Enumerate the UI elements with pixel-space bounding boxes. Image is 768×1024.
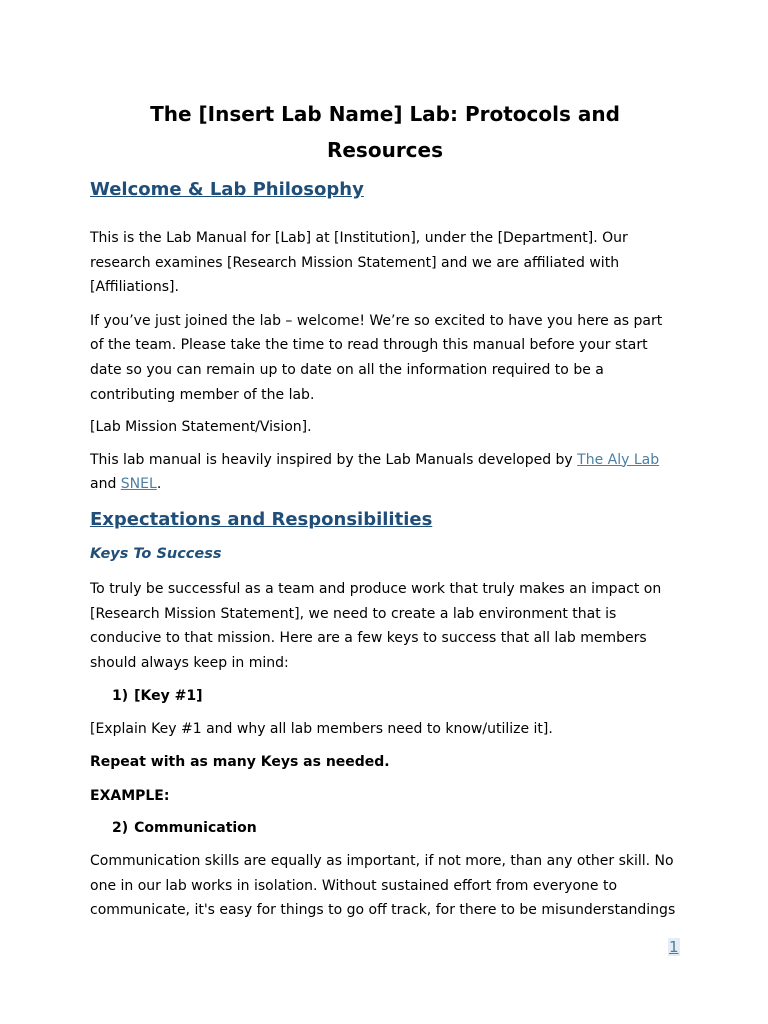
document-title: The [Insert Lab Name] Lab: Protocols and Resources: [150, 102, 620, 162]
inspiration-period: .: [156, 476, 162, 493]
paragraph-example-label: EXAMPLE:: [90, 787, 170, 804]
paragraph-keys-intro: To truly be successful as a team and produce work that truly makes an impact on [Research Mission Statement], we need to create a lab environment that is conducive to that mission. Here are a few keys to success that all lab members should always keep in mind:: [90, 580, 662, 671]
paragraph-communication: Communication skills are equally as important, if not more, than any other skill. No one in our lab works in isolation. Without sustained effort from everyone to communicate, it's easy for things to go off track, for there to be misunderstandings: [90, 853, 676, 919]
heading-expectations: Expectations and Responsibilities: [90, 508, 433, 530]
paragraph-intro: This is the Lab Manual for [Lab] at [Institution], under the [Department]. Our research examines [Research Mission Statement] and we are affiliated with [Affiliations].: [90, 230, 628, 296]
list-item-communication: [90, 816, 680, 840]
link-snel[interactable]: SNEL: [120, 476, 157, 493]
page-number[interactable]: 1: [669, 938, 679, 956]
paragraph-inspiration: [90, 448, 680, 497]
heading-welcome: Welcome & Lab Philosophy: [90, 179, 364, 200]
document-page: [90, 96, 680, 923]
list-label-key1: [Key #1]: [134, 688, 203, 705]
paragraph-welcome: If you’ve just joined the lab – welcome! We’re so excited to have you here as part of the team. Please take the time to read through this manual before your start date so you can remain up to date on all the information required to be a contributing member of the lab.: [90, 312, 663, 403]
list-number-2: 2): [112, 820, 129, 837]
inspiration-text: This lab manual is heavily inspired by the Lab Manuals developed by: [90, 451, 578, 468]
subheading-keys-to-success: Keys To Success: [90, 545, 222, 562]
paragraph-mission: [Lab Mission Statement/Vision].: [90, 419, 312, 436]
list-item-key1: [90, 684, 680, 708]
paragraph-key1-explain: [Explain Key #1 and why all lab members need to know/utilize it].: [90, 721, 553, 738]
list-label-communication: Communication: [134, 820, 257, 837]
paragraph-repeat-note: Repeat with as many Keys as needed.: [90, 753, 390, 770]
inspiration-and: and: [90, 476, 121, 493]
link-aly-lab[interactable]: The Aly Lab: [577, 451, 660, 468]
list-number-1: 1): [112, 688, 129, 705]
